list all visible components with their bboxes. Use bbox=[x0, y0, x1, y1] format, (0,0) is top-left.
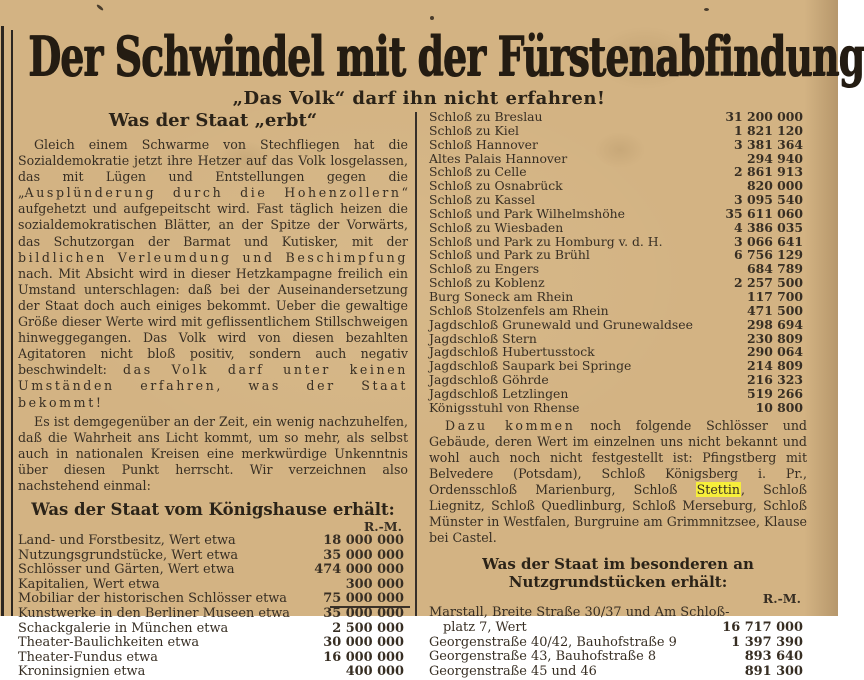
row-label: Kroninsignien etwa bbox=[18, 664, 146, 680]
row-label: Land- und Forstbesitz, Wert etwa bbox=[18, 533, 236, 549]
table-row bbox=[429, 165, 807, 179]
castle-value-table bbox=[429, 110, 807, 415]
row-label: Schloß zu Kassel bbox=[429, 192, 536, 208]
text-segment: das Volk darf unter keinen Umständen erfahren, was der Staat bekommt! bbox=[18, 362, 408, 410]
row-value: 820 000 bbox=[746, 178, 803, 194]
row-value: 2 257 500 bbox=[734, 275, 803, 291]
currency-label: R.-M. bbox=[363, 519, 402, 535]
row-value: 4 386 035 bbox=[734, 219, 803, 235]
ink-speck bbox=[430, 16, 434, 20]
row-label: Schlösser und Gärten, Wert etwa bbox=[18, 562, 235, 578]
table-row bbox=[18, 563, 408, 578]
row-label: Theater-Baulichkeiten etwa bbox=[18, 635, 200, 651]
row-value: 16 717 000 bbox=[722, 619, 803, 635]
row-value: 400 000 bbox=[345, 664, 404, 680]
row-value: 35 000 000 bbox=[323, 606, 404, 622]
row-value: 18 000 000 bbox=[323, 533, 404, 549]
row-value: 216 323 bbox=[746, 372, 803, 388]
text-segment: Es ist demgegenüber an der Zeit, ein wenig nachzuhelfen, daß die Wahrheit ans Licht kommt, um so mehr, als selbst auch in nationalen Kreisen eine merkwürdige Unkenntnis über diesen Punkt herrscht. Wir verzeichnen also nachstehend einmal: bbox=[18, 413, 408, 493]
row-value: 75 000 000 bbox=[323, 591, 404, 607]
row-label: Schloß zu Celle bbox=[429, 164, 527, 180]
text-segment: “ aufgehetzt und aufgepeitscht wird. Fast täglich heizen die sozialdemokratischen Blätter, an der Spitze der Vorwärts, das Schutzorgan der Barmat und Kutisker, mit der bbox=[18, 185, 408, 249]
row-label: Jagdschloß Grunewald und Grunewaldsee bbox=[429, 316, 693, 332]
row-value: 6 756 129 bbox=[734, 247, 803, 263]
table-row bbox=[429, 345, 807, 359]
table-row bbox=[429, 235, 807, 249]
row-value: 290 064 bbox=[746, 344, 803, 360]
table-row bbox=[429, 207, 807, 221]
row-value: 300 000 bbox=[345, 576, 404, 592]
table-row bbox=[429, 248, 807, 262]
text-segment: noch folgende Schlösser und Gebäude, deren Wert im einzelnen uns nicht bekannt und wohl auch noch nicht festgestellt ist: Pfingstberg mit Belvedere (Potsdam), Schloß Königsberg i. Pr., Ordensschloß Marienburg, Schloß bbox=[429, 417, 807, 497]
row-label: Jagdschloß Hubertusstock bbox=[429, 344, 595, 360]
row-label: Altes Palais Hannover bbox=[429, 150, 568, 166]
row-label: Schloß zu Breslau bbox=[429, 109, 543, 124]
table-row bbox=[429, 318, 807, 332]
table-row bbox=[429, 124, 807, 138]
paragraph-additional-castles bbox=[429, 418, 807, 547]
row-label: Theater-Fundus etwa bbox=[18, 649, 158, 665]
table-row bbox=[18, 636, 408, 651]
row-label: Georgenstraße 40/42, Bauhofstraße 9 bbox=[429, 634, 677, 650]
row-value: 117 700 bbox=[746, 288, 803, 304]
table-row bbox=[18, 622, 408, 637]
row-value: 214 809 bbox=[746, 358, 803, 374]
text-segment: Dazu kommen bbox=[445, 417, 576, 433]
row-label: Schloß zu Wiesbaden bbox=[429, 219, 564, 235]
row-value: 294 940 bbox=[746, 150, 803, 166]
row-label: Schloß zu Engers bbox=[429, 261, 540, 277]
table-row bbox=[429, 332, 807, 346]
table-row bbox=[429, 621, 807, 636]
row-value: 684 789 bbox=[746, 261, 803, 277]
row-value: 891 300 bbox=[744, 663, 803, 679]
row-label: Jagdschloß Stern bbox=[429, 330, 537, 346]
row-value: 1 397 390 bbox=[731, 634, 803, 650]
table-row bbox=[429, 193, 807, 207]
left-border-rule-inner bbox=[11, 30, 13, 616]
row-label: Marstall, Breite Straße 30/37 und Am Schloß- bbox=[429, 605, 730, 621]
row-value: 1 821 120 bbox=[734, 122, 803, 138]
row-label: Kunstwerke in den Berliner Museen etwa bbox=[18, 606, 290, 622]
currency-label: R.-M. bbox=[762, 591, 801, 607]
table-row bbox=[429, 138, 807, 152]
table-row bbox=[18, 578, 408, 593]
row-value: 2 500 000 bbox=[332, 620, 404, 636]
row-label: Schloß Hannover bbox=[429, 136, 538, 152]
text-segment: Ausplünderung durch die Hohenzollern bbox=[24, 185, 402, 201]
table-row bbox=[429, 304, 807, 318]
row-label: Burg Soneck am Rhein bbox=[429, 288, 574, 304]
row-value: 35 000 000 bbox=[323, 547, 404, 563]
left-border-rule-outer bbox=[1, 26, 4, 616]
row-label: Schloß und Park zu Homburg v. d. H. bbox=[429, 233, 663, 249]
table-row bbox=[429, 276, 807, 290]
table-row bbox=[18, 607, 408, 622]
subtitle: „Das Volk“ darf ihn nicht erfahren! bbox=[232, 88, 606, 109]
text-segment: , Schloß Liegnitz, Schloß Quedlinburg, Schloß Merseburg, Schloß Münster in Westfalen, Burgruine am Grimmnitzsee, Klause bei Castel. bbox=[429, 481, 807, 546]
left-column-heading: Was der Staat „erbt“ bbox=[108, 110, 318, 131]
headline: Der Schwindel mit der Fürstenabfindung bbox=[28, 24, 864, 88]
table-row bbox=[429, 359, 807, 373]
text-segment: Gleich einem Schwarme von Stechfliegen hat die Sozialdemokratie jetzt ihre Hetzer auf das Volk losgelassen, das mit Lügen und Entstellungen gegen die „ bbox=[18, 137, 408, 201]
row-label: Georgenstraße 45 und 46 bbox=[429, 663, 597, 679]
row-label: Schloß zu Koblenz bbox=[429, 275, 545, 291]
table-row bbox=[429, 401, 807, 415]
right-column bbox=[429, 110, 807, 679]
table-row bbox=[429, 221, 807, 235]
text-segment: bildlichen Verleumdung und Beschimpfung bbox=[18, 249, 408, 265]
right-section-heading: Was der Staat im besonderen an Nutzgrundstücken erhält: bbox=[482, 555, 754, 592]
ink-speck bbox=[704, 8, 709, 11]
table-row bbox=[429, 152, 807, 166]
table-row bbox=[429, 262, 807, 276]
row-label: Jagdschloß Göhrde bbox=[429, 372, 549, 388]
table-row bbox=[18, 592, 408, 607]
ink-speck bbox=[96, 4, 104, 11]
row-label: platz 7, Wert bbox=[443, 619, 527, 635]
table-row bbox=[429, 665, 807, 680]
row-value: 893 640 bbox=[744, 649, 803, 665]
row-value: 230 809 bbox=[746, 330, 803, 346]
row-label: Schloß und Park zu Brühl bbox=[429, 247, 590, 263]
text-segment: nach. Mit Absicht wird in dieser Hetzkampagne freilich ein Umstand unterschlagen: daß bei der Auseinandersetzung der Staat doch auch einiges bekommt. Ueber die gewaltige Größe dieser Werte wird mit geflissentlichem Stillschweigen hinweggegangen. Das Volk wird von diesen bezahlten Agitatoren nicht bloß positiv, sondern auch negativ beschwindelt: bbox=[18, 265, 408, 378]
row-value: 31 200 000 bbox=[725, 109, 803, 124]
row-label: Schloß und Park Wilhelmshöhe bbox=[429, 205, 625, 221]
table-row bbox=[18, 534, 408, 549]
table-row bbox=[429, 373, 807, 387]
left-value-table bbox=[18, 534, 408, 680]
property-value-table bbox=[429, 606, 807, 679]
row-value: 3 066 641 bbox=[734, 233, 803, 249]
row-value: 16 000 000 bbox=[323, 649, 404, 665]
highlight-stettin: Stettin bbox=[696, 481, 741, 497]
left-column bbox=[18, 110, 408, 680]
table-row bbox=[429, 110, 807, 124]
row-value: 10 800 bbox=[755, 399, 803, 415]
row-value: 519 266 bbox=[746, 385, 803, 401]
row-label: Georgenstraße 43, Bauhofstraße 8 bbox=[429, 649, 657, 665]
table-row bbox=[429, 387, 807, 401]
row-value: 471 500 bbox=[746, 302, 803, 318]
table-row bbox=[18, 651, 408, 666]
row-value: 35 611 060 bbox=[725, 205, 803, 221]
table-row bbox=[429, 179, 807, 193]
row-value: 3 381 364 bbox=[734, 136, 803, 152]
row-label: Mobiliar der historischen Schlösser etwa bbox=[18, 591, 287, 607]
row-label: Kapitalien, Wert etwa bbox=[18, 576, 160, 592]
row-label: Nutzungsgrundstücke, Wert etwa bbox=[18, 547, 239, 563]
table-row bbox=[18, 549, 408, 564]
table-row bbox=[429, 290, 807, 304]
row-value: 298 694 bbox=[746, 316, 803, 332]
row-value: 2 861 913 bbox=[734, 164, 803, 180]
table-row bbox=[429, 636, 807, 651]
row-label: Jagdschloß Letzlingen bbox=[429, 385, 569, 401]
row-label: Schloß Stolzenfels am Rhein bbox=[429, 302, 609, 318]
row-value: 30 000 000 bbox=[323, 635, 404, 651]
row-label: Jagdschloß Saupark bei Springe bbox=[429, 358, 632, 374]
paragraph-agitation bbox=[18, 137, 408, 411]
row-label: Schloß zu Kiel bbox=[429, 122, 520, 138]
row-label: Schloß zu Osnabrück bbox=[429, 178, 563, 194]
table-row bbox=[429, 650, 807, 665]
row-label: Schackgalerie in München etwa bbox=[18, 620, 229, 636]
row-label: Königsstuhl von Rhense bbox=[429, 399, 580, 415]
paragraph-truth bbox=[18, 414, 408, 494]
row-value: 474 000 000 bbox=[314, 562, 404, 578]
table-row bbox=[429, 606, 807, 621]
left-table-heading: Was der Staat vom Königshause erhält: bbox=[31, 500, 395, 520]
table-row bbox=[18, 665, 408, 680]
row-value: 3 095 540 bbox=[734, 192, 803, 208]
column-divider-rule bbox=[415, 112, 417, 616]
